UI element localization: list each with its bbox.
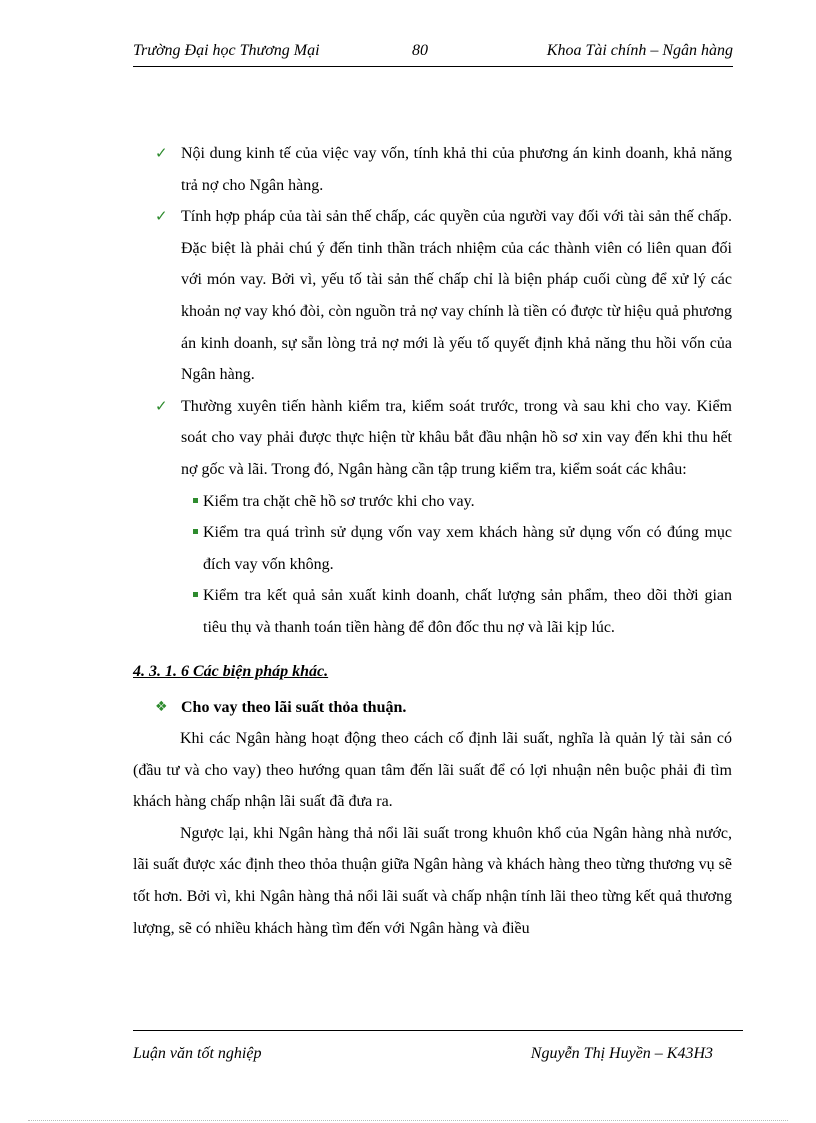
sub-item — [203, 486, 732, 518]
sub-item-text: Kiểm tra kết quả sản xuất kinh doanh, chất lượng sản phẩm, theo dõi thời gian tiêu thụ và thanh toán tiền hàng để đôn đốc thu nợ và lãi kịp lúc. — [203, 587, 732, 636]
header-school: Trường Đại học Thương Mại — [133, 42, 320, 59]
header-faculty: Khoa Tài chính – Ngân hàng — [546, 42, 733, 59]
bullet-item — [155, 201, 732, 391]
sub-item-text: Kiểm tra chặt chẽ hồ sơ trước khi cho vay. — [203, 492, 475, 510]
subheading — [155, 692, 732, 724]
sub-item — [203, 580, 732, 643]
footer-rule — [133, 1030, 743, 1031]
square-bullet-icon — [193, 529, 198, 534]
page-footer — [133, 1045, 713, 1067]
bullet-text: Tính hợp pháp của tài sản thế chấp, các quyền của người vay đối với tài sản thế chấp. Đặc biệt là phải chú ý đến tinh thần trách nhiệm của các thành viên có liên quan đối với món vay. Bởi vì, yếu tố tài sản thế chấp chỉ là biện pháp cuối cùng để xử lý các khoản nợ vay khó đòi, còn nguồn trả nợ vay chính là tiền có được từ hiệu quả phương án kinh doanh, sự sẵn lòng trả nợ mới là yếu tố quyết định khả năng thu hồi vốn của Ngân hàng. — [181, 208, 732, 384]
sub-item-text: Kiểm tra quá trình sử dụng vốn vay xem khách hàng sử dụng vốn có đúng mục đích vay vốn không. — [203, 524, 732, 573]
paragraph: Khi các Ngân hàng hoạt động theo cách cố định lãi suất, nghĩa là quản lý tài sản có (đầu tư và cho vay) theo hướng quan tâm đến lãi suất để có lợi nhuận nên buộc phải đi tìm khách hàng chấp nhận lãi suất đã đưa ra. — [133, 730, 732, 811]
footer-thesis-label: Luận văn tốt nghiệp — [133, 1045, 262, 1062]
bullet-text: Thường xuyên tiến hành kiểm tra, kiểm soát trước, trong và sau khi cho vay. Kiểm soát cho vay phải được thực hiện từ khâu bắt đầu nhận hồ sơ xin vay đến khi thu hết nợ gốc và lãi. Trong đó, Ngân hàng cần tập trung kiểm tra, kiểm soát các khâu: — [181, 397, 732, 478]
page-number: 80 — [412, 42, 428, 59]
page-edge-rule — [28, 1120, 788, 1121]
subheading-text: Cho vay theo lãi suất thỏa thuận. — [181, 698, 407, 716]
four-diamond-icon: ❖ — [155, 698, 168, 715]
paragraph: Ngược lại, khi Ngân hàng thả nổi lãi suất trong khuôn khổ của Ngân hàng nhà nước, lãi suất được xác định theo thỏa thuận giữa Ngân hàng và khách hàng theo từng thương vụ sẽ tốt hơn. Bởi vì, khi Ngân hàng thả nổi lãi suất và chấp nhận tính lãi theo từng kết quả thương lượng, sẽ có nhiều khách hàng tìm đến với Ngân hàng và điều — [133, 824, 732, 937]
bullet-item — [155, 391, 732, 486]
header-rule — [133, 66, 733, 67]
check-mark-icon: ✓ — [155, 396, 168, 415]
page-header — [133, 42, 733, 64]
bullet-text: Nội dung kinh tế của việc vay vốn, tính khả thi của phương án kinh doanh, khả năng trả nợ cho Ngân hàng. — [181, 145, 732, 194]
square-bullet-icon — [193, 498, 198, 503]
check-mark-icon: ✓ — [155, 207, 168, 226]
section-heading — [133, 654, 733, 690]
section-heading-text: 4. 3. 1. 6 Các biện pháp khác. — [133, 662, 329, 680]
check-mark-icon: ✓ — [155, 144, 168, 162]
square-bullet-icon — [193, 592, 198, 597]
page-body — [0, 138, 816, 944]
sub-item — [203, 517, 732, 580]
bullet-item — [155, 138, 732, 201]
footer-author: Nguyễn Thị Huyền – K43H3 — [530, 1045, 713, 1062]
